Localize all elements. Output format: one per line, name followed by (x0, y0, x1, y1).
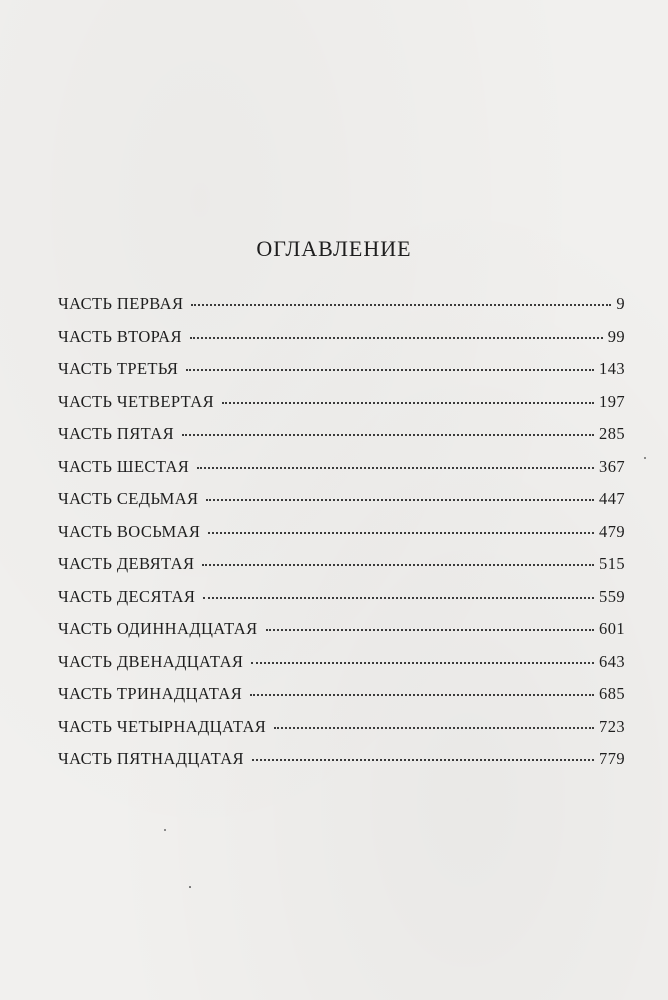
dot-leader (182, 434, 594, 436)
toc-entry-8[interactable] (58, 522, 625, 555)
dot-leader (252, 759, 594, 761)
toc-entry-3[interactable] (58, 359, 625, 392)
paper-speck (644, 457, 646, 459)
toc-entry-7[interactable] (58, 489, 625, 522)
table-of-contents (58, 294, 625, 782)
toc-entry-label: ЧАСТЬ ОДИННАДЦАТАЯ (58, 619, 258, 638)
toc-entry-label: ЧАСТЬ ПЯТАЯ (58, 424, 175, 443)
toc-entry-label: ЧАСТЬ ВОСЬМАЯ (58, 521, 201, 541)
dot-leader (251, 662, 594, 664)
toc-entry-4[interactable] (58, 392, 625, 425)
toc-entry-label: ЧАСТЬ ЧЕТЫРНАДЦАТАЯ (58, 716, 267, 736)
toc-entry-label: ЧАСТЬ СЕДЬМАЯ (58, 489, 199, 508)
toc-entry-12[interactable] (58, 652, 625, 685)
toc-entry-page: 685 (599, 684, 625, 703)
toc-entry-page: 723 (599, 716, 625, 736)
toc-entry-page: 643 (599, 651, 625, 671)
toc-entry-page: 367 (599, 456, 625, 476)
toc-entry-page: 285 (599, 424, 625, 443)
dot-leader (222, 402, 594, 404)
toc-entry-page: 447 (599, 489, 625, 508)
toc-entry-10[interactable] (58, 587, 625, 620)
toc-entry-label: ЧАСТЬ ТРЕТЬЯ (58, 359, 179, 378)
toc-entry-label: ЧАСТЬ ШЕСТАЯ (58, 456, 190, 476)
toc-entry-14[interactable] (58, 717, 625, 750)
toc-entry-13[interactable] (58, 684, 625, 717)
toc-entry-label: ЧАСТЬ ЧЕТВЕРТАЯ (58, 391, 215, 411)
dot-leader (250, 694, 594, 696)
dot-leader (197, 467, 594, 469)
toc-entry-page: 99 (607, 326, 625, 346)
dot-leader (266, 629, 595, 631)
toc-entry-1[interactable] (58, 294, 625, 327)
toc-entry-page: 559 (599, 586, 625, 606)
toc-entry-5[interactable] (58, 424, 625, 457)
toc-entry-11[interactable] (58, 619, 625, 652)
toc-entry-page: 9 (616, 294, 625, 313)
dot-leader (191, 304, 611, 306)
toc-entry-label: ЧАСТЬ ВТОРАЯ (58, 326, 182, 346)
dot-leader (208, 532, 594, 534)
paper-speck (189, 886, 191, 888)
toc-entry-label: ЧАСТЬ ДЕСЯТАЯ (58, 586, 196, 606)
paper-speck (164, 829, 166, 831)
toc-entry-label: ЧАСТЬ ПЯТНАДЦАТАЯ (58, 749, 244, 768)
dot-leader (203, 597, 594, 599)
toc-entry-label: ЧАСТЬ ТРИНАДЦАТАЯ (58, 684, 243, 703)
dot-leader (186, 369, 594, 371)
dot-leader (206, 499, 594, 501)
dot-leader (190, 337, 603, 339)
toc-entry-2[interactable] (58, 327, 625, 360)
toc-entry-page: 479 (599, 521, 625, 541)
toc-entry-9[interactable] (58, 554, 625, 587)
toc-entry-page: 515 (599, 554, 625, 573)
dot-leader (202, 564, 594, 566)
toc-entry-page: 601 (599, 619, 625, 638)
dot-leader (274, 727, 594, 729)
toc-entry-page: 143 (599, 359, 625, 378)
toc-entry-page: 779 (599, 749, 625, 768)
page-title: ОГЛАВЛЕНИЕ (256, 236, 412, 261)
toc-entry-15[interactable] (58, 749, 625, 782)
toc-entry-label: ЧАСТЬ ДВЕНАДЦАТАЯ (58, 651, 244, 671)
toc-entry-6[interactable] (58, 457, 625, 490)
toc-entry-page: 197 (599, 391, 625, 411)
toc-entry-label: ЧАСТЬ ПЕРВАЯ (58, 294, 184, 313)
toc-entry-label: ЧАСТЬ ДЕВЯТАЯ (58, 554, 195, 573)
